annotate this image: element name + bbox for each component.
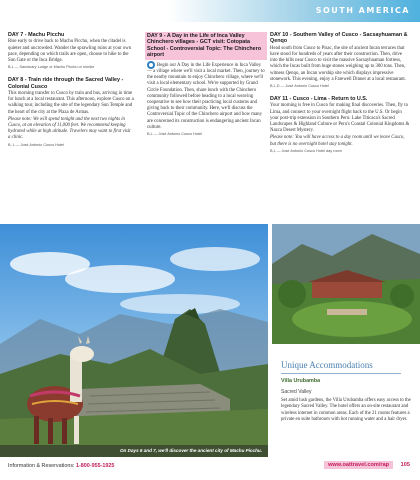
reservations-label: Information & Reservations: [8, 463, 75, 469]
machu-picchu-illustration [0, 224, 268, 457]
hotel-location: Sacred Valley [281, 389, 312, 395]
day-8-note [8, 117, 134, 142]
unique-accommodations [281, 360, 411, 424]
day-11-title: DAY 11 - Cusco - Lima - Return to U.S. [270, 96, 368, 103]
day-7-title: DAY 7 - Machu Picchu [8, 32, 65, 38]
day-10-block [270, 32, 410, 89]
machu-picchu-photo [0, 224, 268, 457]
day-7-block [8, 32, 134, 70]
website-link[interactable]: www.oattravel.com/rap [324, 461, 393, 469]
photo-caption: On Days 6 and 7, we'll discover the ancient city of Machu Picchu. [0, 445, 268, 457]
reservations-phone: 1-800-955-1925 [76, 463, 115, 469]
day-11-note [270, 135, 410, 147]
accommodations-title: Unique Accommodations [281, 360, 373, 370]
day-8-title: DAY 8 - Train ride through the Sacred Valley - Colonial Cusco [8, 77, 124, 90]
day-8-text: This morning transfer to Cusco by train and bus, arriving in time for lunch at a local restaurant. This afternoon, explore Cusco on a walking tour, including the site of the legendary Sun Temple and the heart of the city at the Plaza de Armas. [8, 91, 134, 115]
day-8-meals: B, L — José Antonio Cusco Hotel [8, 142, 64, 147]
day-11-meals: B,L — José Antonio Cusco Hotel day room [270, 148, 342, 153]
day-8-note-text: Please note: We will spend tonight and the next two nights in Cusco, at an elevation of 11,000 feet. We recommend keeping hydrated while at high altitude. Travelers may want to first visit a clinic. [8, 116, 131, 141]
villa-urubamba-photo [272, 224, 420, 344]
footer-right [324, 462, 410, 468]
day-9-body: Begin our A Day in the Life Experience in Inca Valley — a village where we'll visit a local market. Then, journey to the nearby mountain to enjoy Chinchero village, where we'll visit a local elementary school. We're supported by Grand Circle Foundation. Then, share lunch with the Chinchero community followed before heading to a local weaving cooperative to see how their practicing local customs and giving back to their community. Here, we'll discuss the Controversial Topic of the Chinchero airport and how many are concerned its construction is endangering ancient Incan culture. [147, 62, 265, 130]
region-title: SOUTH AMERICA [315, 6, 410, 15]
accommodations-divider [281, 373, 401, 374]
day-8-block [8, 77, 134, 147]
page-number: 105 [400, 462, 410, 468]
day-9-text [147, 61, 265, 131]
day-9-block [147, 32, 265, 137]
day-10-text: Head south from Cusco to Pisac, the site of ancient Incan terraces that have stood for hundreds of years after their construction. Then, drive into the hills near Cusco to visit the massive Sacsayhuaman fortress, which the Incas built from huge stones weighing up to 300 tons. Then, witness Qenqo, an Incan worship site which displays impressive stonework. This evening, enjoy a Farewell Dinner at a local restaurant. [270, 45, 406, 82]
hotel-description: Set amid lush gardens, the Villa Urubamba offers easy access to the legendary Sacred Valley. The hotel offers an on-site restaurant and wireless internet in common areas. Each of the 21 rooms features a private en suite bathroom with hot running water and a hair dryer. [281, 398, 411, 423]
itinerary-column-1 [8, 32, 134, 155]
day-11-note-text: Please note: You will have access to a day room until we leave Cusco, but there is no overnight hotel stay tonight. [270, 135, 405, 147]
region-banner [0, 0, 420, 22]
itinerary-column-2 [147, 32, 265, 144]
grand-circle-foundation-icon [147, 61, 155, 69]
itinerary-column-3 [270, 32, 410, 161]
day-11-block [270, 96, 410, 154]
day-9-meals: B,L — José Antonio Cusco Hotel [147, 131, 202, 136]
page-footer [0, 462, 420, 476]
day-7-text: Rise early to drive back to Machu Picchu, when the citadel is quieter and uncrowded. Wander the sprawling ruins at your own pace, depending on which trails are open, choose to hike to the Sun Gate or the Inca Bridge. [8, 39, 132, 64]
hotel-name: Villa Urubamba [281, 378, 321, 384]
day-11-text: Your morning is free in Cusco for making final discoveries. Then, fly to Lima, and connect to your overnight flight back to the U.S. Or begin your post-trip extension in Southern Peru: Lake Titicaca's Sacred Landscapes & Highland Culture or Peru's Coastal Colonial Kingdoms & Nazca Desert Mystery. [270, 103, 410, 134]
day-9-title: DAY 9 - A Day in the Life of Inca Valley Chinchero villages - GCT visit: Cotopata School - Controversial Topic: The Chinchero airport [145, 32, 267, 60]
day-10-title: DAY 10 - Southern Valley of Cusco - Sacsayhuaman & Qenqo [270, 32, 408, 45]
reservations-info [8, 463, 114, 469]
day-10-meals: B,L,D — José Antonio Cusco Hotel [270, 84, 329, 89]
day-7-meals: B,L — Sanctuary Lodge or Machu Picchu or similar [8, 65, 94, 70]
villa-urubamba-illustration [272, 224, 420, 344]
